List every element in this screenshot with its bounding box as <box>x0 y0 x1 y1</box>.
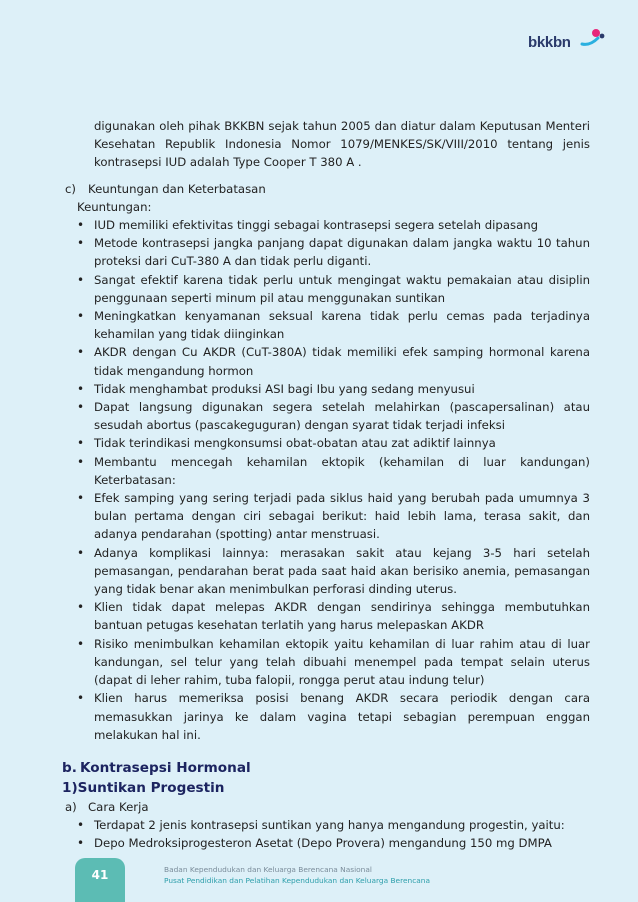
limitations-list <box>62 489 590 744</box>
list-item: • Meningkatkan kenyamanan seksual karena tidak perlu cemas pada terjadinya kehamilan yang tidak diinginkan <box>94 307 590 343</box>
advantages-list <box>62 216 590 489</box>
how-it-works-list <box>62 816 590 852</box>
list-item: • Klien tidak dapat melepas AKDR dengan sendirinya sehingga membutuhkan bantuan petugas kesehatan terlatih yang harus melepaskan AKDR <box>94 598 590 634</box>
page-number: 41 <box>75 858 125 902</box>
list-item: • Terdapat 2 jenis kontrasepsi suntikan yang hanya mengandung progestin, yaitu: <box>94 816 590 834</box>
list-item: • Tidak terindikasi mengkonsumsi obat-obatan atau zat adiktif lainnya <box>94 434 590 452</box>
section-b-heading <box>62 758 590 778</box>
footer-line-1: Badan Kependudukan dan Keluarga Berencana Nasional <box>164 865 372 874</box>
section-b-label: b. <box>62 759 77 776</box>
list-item: • Dapat langsung digunakan segera setelah melahirkan (pascapersalinan) atau sesudah abortus (pascakeguguran) dengan syarat tidak terjadi infeksi <box>94 398 590 434</box>
section-a-label: a) <box>65 799 77 814</box>
section-1-heading: 1)Suntikan Progestin <box>62 779 225 796</box>
advantages-title: Keuntungan: <box>77 199 152 214</box>
page-content <box>62 117 590 853</box>
list-item: • Metode kontrasepsi jangka panjang dapat digunakan dalam jangka waktu 10 tahun proteksi dari CuT-380 A dan tidak perlu diganti. <box>94 234 590 270</box>
section-c-label: c) <box>65 181 76 196</box>
section-b-title: Kontrasepsi Hormonal <box>80 759 251 776</box>
section-a-heading <box>62 798 590 816</box>
list-item: • Membantu mencegah kehamilan ektopik (kehamilan di luar kandungan) Keterbatasan: <box>94 453 590 489</box>
list-item: • Tidak menghambat produksi ASI bagi Ibu yang sedang menyusui <box>94 380 590 398</box>
footer-text <box>164 864 430 886</box>
list-item: • Sangat efektif karena tidak perlu untuk mengingat waktu pemakaian atau disiplin penggunaan seperti minum pil atau menggunakan suntikan <box>94 271 590 307</box>
bkkbn-logo <box>528 32 612 54</box>
list-item: • AKDR dengan Cu AKDR (CuT-380A) tidak memiliki efek samping hormonal karena tidak mengandung hormon <box>94 343 590 379</box>
intro-paragraph: digunakan oleh pihak BKKBN sejak tahun 2005 dan diatur dalam Keputusan Menteri Kesehatan Republik Indonesia Nomor 1079/MENKES/SK/VIII/2010 tentang jenis kontrasepsi IUD adalah Type Cooper T 380 A . <box>94 119 590 170</box>
logo-text: bkkbn <box>528 34 571 51</box>
list-item: • Klien harus memeriksa posisi benang AKDR secara periodik dengan cara memasukkan jarinya ke dalam vagina tetapi sebagian perempuan enggan melakukan hal ini. <box>94 689 590 744</box>
list-item: • IUD memiliki efektivitas tinggi sebagai kontrasepsi segera setelah dipasang <box>94 216 590 234</box>
section-c-title: Keuntungan dan Keterbatasan <box>88 181 266 196</box>
bkkbn-logo-mark-icon <box>576 26 606 50</box>
list-item: • Risiko menimbulkan kehamilan ektopik yaitu kehamilan di luar rahim atau di luar kandungan, sel telur yang telah dibuahi menempel pada tempat selain uterus (dapat di leher rahim, tuba falopii, rongga perut atau indung telur) <box>94 635 590 690</box>
list-item: • Adanya komplikasi lainnya: merasakan sakit atau kejang 3-5 hari setelah pemasangan, pendarahan berat pada saat haid akan berisiko anemia, pemasangan yang tidak benar akan menimbulkan perforasi dinding uterus. <box>94 544 590 599</box>
section-c-heading <box>62 180 590 198</box>
list-item: • Depo Medroksiprogesteron Asetat (Depo Provera) mengandung 150 mg DMPA <box>94 834 590 852</box>
section-a-title: Cara Kerja <box>88 799 149 814</box>
footer-line-2: Pusat Pendidikan dan Pelatihan Kependudukan dan Keluarga Berencana <box>164 876 430 885</box>
list-item: • Efek samping yang sering terjadi pada siklus haid yang berubah pada umumnya 3 bulan pertama dengan ciri sebagai berikut: haid lebih lama, terasa sakit, dan adanya pendarahan (spotting) antar menstruasi. <box>94 489 590 544</box>
